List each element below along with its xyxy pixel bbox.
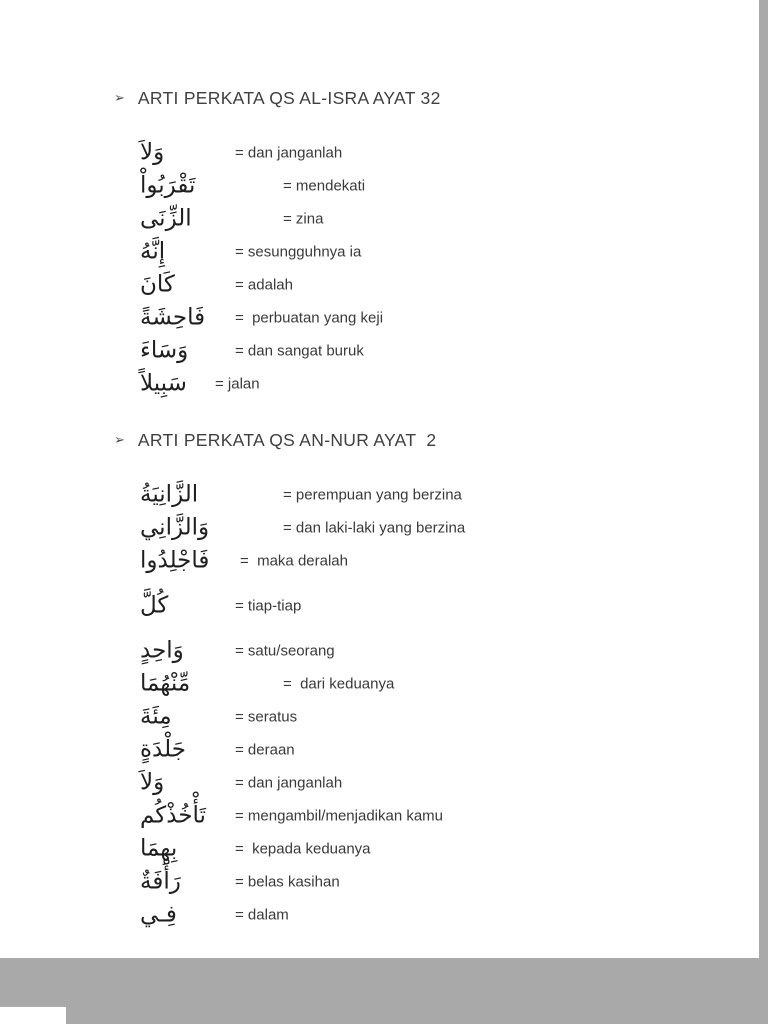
page-bottom-gutter (0, 958, 768, 1024)
arabic-word: إِنَّهُ (140, 238, 166, 264)
word-row (0, 544, 768, 577)
word-translation: = dan janganlah (235, 774, 343, 791)
word-translation: = sesungguhnya ia (235, 243, 362, 260)
word-translation: = zina (283, 210, 324, 227)
arabic-word: فَاجْلِدُوا (140, 547, 210, 573)
arabic-word: رَأْفَةٌ (140, 868, 181, 894)
word-translation: = perempuan yang berzina (283, 486, 462, 503)
word-row (0, 478, 768, 511)
word-row (0, 511, 768, 544)
arabic-word: جَلْدَةٍ (140, 736, 186, 762)
arabic-word: وَالزَّانِي (140, 514, 210, 540)
arabic-word: فِـي (140, 901, 177, 927)
section-title: ARTI PERKATA QS AL-ISRA AYAT 32 (137, 88, 441, 108)
word-row (0, 832, 768, 865)
word-row (0, 367, 768, 400)
arabic-word: الزِّنَى (140, 205, 192, 231)
next-page-edge (0, 1007, 66, 1024)
arabic-word: تَقْرَبُواْ (140, 172, 196, 198)
word-row (0, 634, 768, 667)
arabic-word: وَلاَ (140, 139, 165, 165)
word-translation: = dan sangat buruk (235, 342, 364, 359)
word-row (0, 136, 768, 169)
word-translation: = dari keduanya (283, 675, 395, 692)
word-translation: = dan janganlah (235, 144, 343, 161)
arabic-word: وَلاَ (140, 769, 165, 795)
word-translation: = perbuatan yang keji (235, 309, 384, 326)
arabic-word: فَاحِشَةً (140, 304, 206, 330)
word-translation: = mengambil/menjadikan kamu (235, 807, 444, 824)
word-translation: = mendekati (283, 177, 366, 194)
word-row (0, 268, 768, 301)
arabic-word: كُلَّ (140, 592, 169, 618)
word-row (0, 334, 768, 367)
arabic-word: وَاحِدٍ (140, 637, 184, 663)
arrow-bullet-icon: ➢ (114, 432, 125, 447)
arabic-word: تَأْخُذْكُم (140, 802, 206, 828)
arabic-word: وَسَاءَ (140, 337, 189, 363)
word-translation: = belas kasihan (235, 873, 340, 890)
word-row (0, 589, 768, 622)
page-right-gutter (759, 0, 768, 1024)
arabic-word: سَبِيلاً (140, 370, 187, 396)
word-row (0, 667, 768, 700)
section-heading-al-isra (114, 88, 768, 114)
word-row (0, 700, 768, 733)
arrow-bullet-icon: ➢ (114, 90, 125, 105)
word-translation: = satu/seorang (235, 642, 335, 659)
word-row (0, 202, 768, 235)
word-row (0, 898, 768, 931)
word-translation: = adalah (235, 276, 293, 293)
word-row (0, 235, 768, 268)
word-translation: = kepada keduanya (235, 840, 371, 857)
word-translation: = dalam (235, 906, 289, 923)
word-translation: = seratus (235, 708, 298, 725)
word-translation: = deraan (235, 741, 295, 758)
word-translation: = maka deralah (240, 552, 348, 569)
word-row (0, 799, 768, 832)
word-translation: = dan laki-laki yang berzina (283, 519, 466, 536)
word-row (0, 733, 768, 766)
arabic-word: كَانَ (140, 271, 175, 297)
word-row (0, 169, 768, 202)
arabic-word: الزَّانِيَةُ (140, 481, 199, 507)
word-row (0, 301, 768, 334)
section-heading-an-nur (114, 430, 768, 456)
word-row (0, 865, 768, 898)
arabic-word: بِهِمَا (140, 835, 178, 861)
arabic-word: مِئَةَ (140, 703, 172, 729)
arabic-word: مِّنْهُمَا (140, 670, 191, 696)
word-translation: = tiap-tiap (235, 597, 302, 614)
section-title: ARTI PERKATA QS AN-NUR AYAT 2 (137, 430, 437, 450)
word-translation: = jalan (215, 375, 260, 392)
word-row (0, 766, 768, 799)
